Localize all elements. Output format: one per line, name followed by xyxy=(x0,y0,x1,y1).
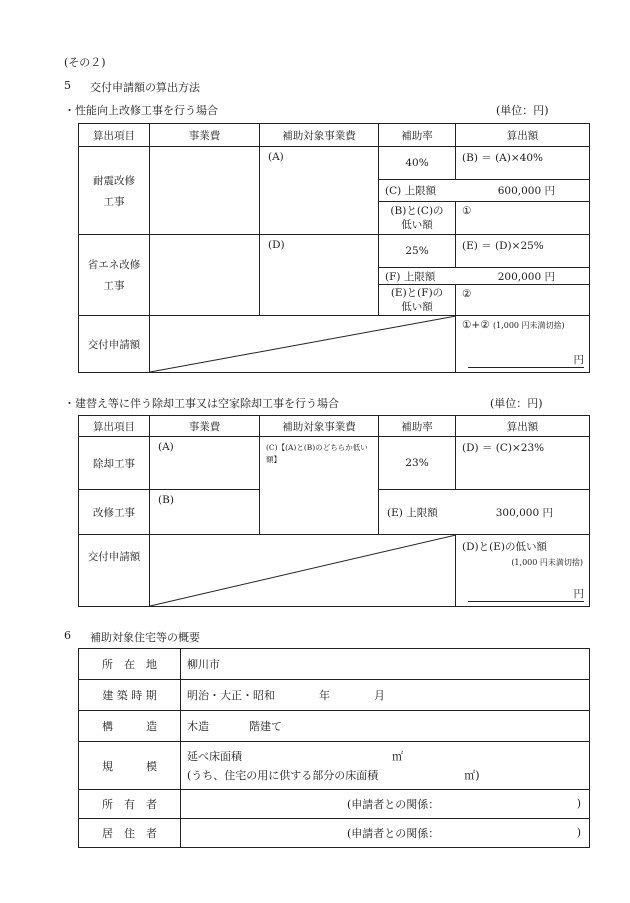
t3-owner-value: (申請者との関係： ) xyxy=(181,790,590,819)
t1-seismic-lower: (B)と(C)の 低い額 xyxy=(379,202,456,235)
t1-apply-yen: 円 xyxy=(573,354,584,366)
t1-energy-calc: (E) ＝ (D)×25% xyxy=(456,235,590,268)
t3-location-label: 所 在 地 xyxy=(79,649,181,680)
t3-scale-value: 延べ床面積 ㎡ (うち、住宅の用に供する部分の床面積 ㎡) xyxy=(181,742,590,790)
t2-renovate-limit: (E) 上限額 300,000 円 xyxy=(379,490,590,535)
t1-energy-cost xyxy=(150,235,260,316)
table2-title: ・建替え等に伴う除却工事又は空家除却工事を行う場合 xyxy=(64,397,339,410)
t2-demolish-item: 除却工事 xyxy=(79,437,150,490)
t1-header-cost: 事業費 xyxy=(150,124,260,147)
section5-title: 交付申請額の算出方法 xyxy=(90,81,200,94)
section5-number: 5 xyxy=(64,79,71,92)
t2-header-subsidy: 補助対象事業費 xyxy=(260,416,379,437)
t3-structure-label: 構 造 xyxy=(79,711,181,742)
t2-demolish-cost: (A) xyxy=(150,437,260,490)
table2 xyxy=(78,415,590,607)
t1-apply-diagonal xyxy=(150,316,456,373)
t1-header-item: 算出項目 xyxy=(79,124,150,147)
t2-apply-item: 交付申請額 xyxy=(79,535,150,607)
t2-apply-calc: (D)と(E)の低い額 (1,000 円未満切捨) 円 xyxy=(456,535,590,607)
t2-header-cost: 事業費 xyxy=(150,416,260,437)
t1-apply-calc: ①+② (1,000 円未満切捨) 円 xyxy=(456,316,590,373)
table2-unit: (単位：円) xyxy=(490,397,543,410)
table1 xyxy=(78,123,590,373)
t2-renovate-item: 改修工事 xyxy=(79,490,150,535)
table3 xyxy=(78,648,590,848)
t1-seismic-subsidy: (A) xyxy=(260,147,379,235)
t3-structure-value: 木造 階建て xyxy=(181,711,590,742)
t2-demolish-calc: (D) ＝ (C)×23% xyxy=(456,437,590,490)
t1-seismic-rate: 40% xyxy=(379,147,456,180)
t1-seismic-cost xyxy=(150,147,260,235)
t1-energy-item: 省エネ改修 工事 xyxy=(79,235,150,316)
t1-seismic-item: 耐震改修 工事 xyxy=(79,147,150,235)
t3-resident-value: (申請者との関係： ) xyxy=(181,819,590,848)
t1-seismic-calc: (B) ＝ (A)×40% xyxy=(456,147,590,180)
t2-header-calc: 算出額 xyxy=(456,416,590,437)
section6-number: 6 xyxy=(64,629,71,642)
table1-unit: (単位：円) xyxy=(496,104,549,117)
table1-title: ・性能向上改修工事を行う場合 xyxy=(64,104,218,117)
t1-energy-mark: ② xyxy=(456,285,590,316)
t1-seismic-mark: ① xyxy=(456,202,590,235)
t3-resident-label: 居 住 者 xyxy=(79,819,181,848)
t1-energy-lower: (E)と(F)の 低い額 xyxy=(379,285,456,316)
t3-built-label: 建 築 時 期 xyxy=(79,680,181,711)
t2-apply-blank xyxy=(150,535,456,607)
t2-renovate-cost: (B) xyxy=(150,490,260,535)
t1-header-calc: 算出額 xyxy=(456,124,590,147)
t2-apply-yen: 円 xyxy=(573,588,584,600)
section6-title: 補助対象住宅等の概要 xyxy=(90,631,200,644)
t2-demolish-rate: 23% xyxy=(379,437,456,490)
t1-energy-limit: (F) 上限額 200,000 円 xyxy=(379,268,590,285)
t1-apply-blank xyxy=(150,316,456,373)
t3-scale-label: 規 模 xyxy=(79,742,181,790)
t1-apply-item: 交付申請額 xyxy=(79,316,150,373)
part-label: (その２) xyxy=(64,56,106,69)
t1-energy-subsidy: (D) xyxy=(260,235,379,316)
t2-apply-diagonal xyxy=(150,535,456,607)
t3-built-value: 明治・大正・昭和 年 月 xyxy=(181,680,590,711)
t1-seismic-limit: (C) 上限額 600,000 円 xyxy=(379,180,590,202)
t1-energy-rate: 25% xyxy=(379,235,456,268)
t1-header-rate: 補助率 xyxy=(379,124,456,147)
t3-location-value: 柳川市 xyxy=(181,649,590,680)
t2-header-item: 算出項目 xyxy=(79,416,150,437)
t3-owner-label: 所 有 者 xyxy=(79,790,181,819)
t2-header-rate: 補助率 xyxy=(379,416,456,437)
t2-subsidy: (C)【(A)と(B)のどちらか低い額】 xyxy=(260,437,379,535)
t1-header-subsidy: 補助対象事業費 xyxy=(260,124,379,147)
